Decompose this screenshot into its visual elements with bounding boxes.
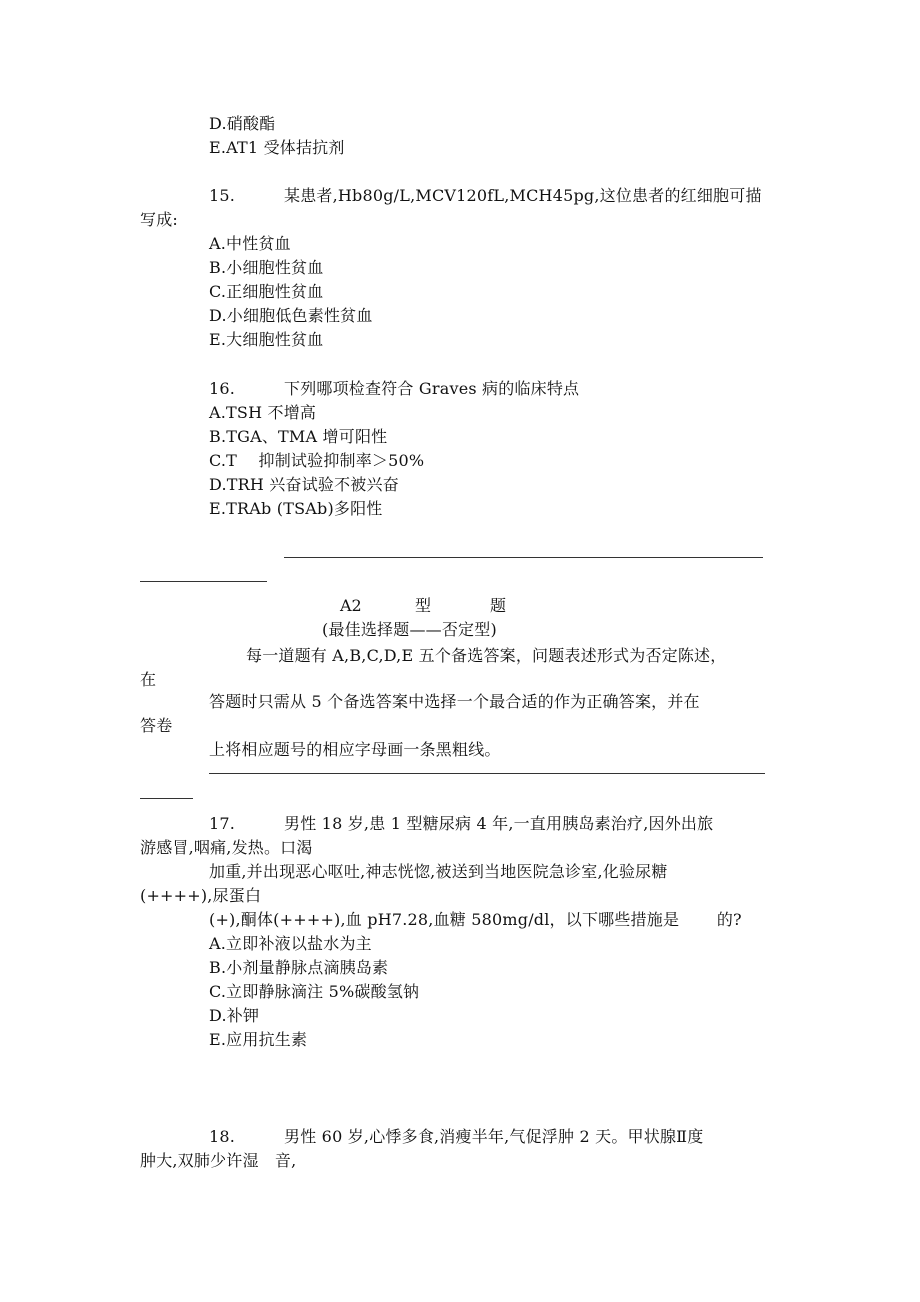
q17-option-d: D.补钾 xyxy=(209,1006,260,1025)
q14-option-d: D.硝酸酯 xyxy=(209,114,276,133)
q18-number: 18. xyxy=(209,1127,236,1146)
q17-option-e: E.应用抗生素 xyxy=(209,1030,308,1049)
q18-stem-continued: 肿大,双肺少许湿 音, xyxy=(140,1151,297,1170)
q15-option-d: D.小细胞低色素性贫血 xyxy=(209,306,373,325)
q17-stem-line-2: 游感冒,咽痛,发热。口渴 xyxy=(140,838,313,857)
q16-option-b: B.TGA、TMA 增可阳性 xyxy=(209,427,388,446)
q17-stem-line-3: 加重,并出现恶心呕吐,神志恍惚,被送到当地医院急诊室,化验尿糖 xyxy=(209,862,668,881)
q14-option-e: E.AT1 受体拮抗剂 xyxy=(209,138,345,157)
q15-stem-continued: 写成: xyxy=(140,210,178,229)
q17-stem-line-4: (++++),尿蛋白 xyxy=(140,886,262,905)
section-subtitle: (最佳选择题——否定型) xyxy=(322,620,497,639)
instruction-line-2-wrap: 答卷 xyxy=(140,716,173,735)
q16-option-e: E.TRAb (TSAb)多阳性 xyxy=(209,499,383,518)
section-divider-top-continued xyxy=(140,581,267,582)
instruction-line-1-wrap: 在 xyxy=(140,670,157,689)
instruction-line-3: 上将相应题号的相应字母画一条黑粗线。 xyxy=(209,740,501,759)
section-title-type: 型 xyxy=(415,596,432,615)
q16-option-c: C.T 抑制试验抑制率＞50% xyxy=(209,451,425,470)
instruction-line-1: 每一道题有 A,B,C,D,E 五个备选答案，问题表述形式为否定陈述， xyxy=(246,646,727,665)
q15-number: 15. xyxy=(209,186,236,205)
q17-stem-line-5: (+),酮体(++++),血 pH7.28,血糖 580mg/dl，以下哪些措施是 的? xyxy=(209,910,742,929)
q16-option-a: A.TSH 不增高 xyxy=(209,403,317,422)
q17-option-c: C.立即静脉滴注 5%碳酸氢钠 xyxy=(209,982,420,1001)
instruction-line-2: 答题时只需从 5 个备选答案中选择一个最合适的作为正确答案，并在 xyxy=(209,692,700,711)
q17-number: 17. xyxy=(209,814,236,833)
q17-stem-line-1: 男性 18 岁,患 1 型糖尿病 4 年,一直用胰岛素治疗,因外出旅 xyxy=(284,814,714,833)
section-divider-bottom xyxy=(209,773,765,774)
q15-option-a: A.中性贫血 xyxy=(209,234,291,253)
q16-option-d: D.TRH 兴奋试验不被兴奋 xyxy=(209,475,399,494)
q17-option-a: A.立即补液以盐水为主 xyxy=(209,934,372,953)
q15-option-c: C.正细胞性贫血 xyxy=(209,282,324,301)
section-title-a2: A2 xyxy=(340,596,362,615)
section-divider-bottom-continued xyxy=(140,798,193,799)
q15-option-e: E.大细胞性贫血 xyxy=(209,330,324,349)
q15-stem: 某患者,Hb80g/L,MCV120fL,MCH45pg,这位患者的红细胞可描 xyxy=(284,186,762,205)
section-title-question: 题 xyxy=(490,596,507,615)
q16-number: 16. xyxy=(209,379,236,398)
q16-stem: 下列哪项检查符合 Graves 病的临床特点 xyxy=(284,379,580,398)
q15-option-b: B.小细胞性贫血 xyxy=(209,258,324,277)
q17-option-b: B.小剂量静脉点滴胰岛素 xyxy=(209,958,389,977)
q18-stem: 男性 60 岁,心悸多食,消瘦半年,气促浮肿 2 天。甲状腺Ⅱ度 xyxy=(284,1127,704,1146)
section-divider-top xyxy=(284,557,763,558)
